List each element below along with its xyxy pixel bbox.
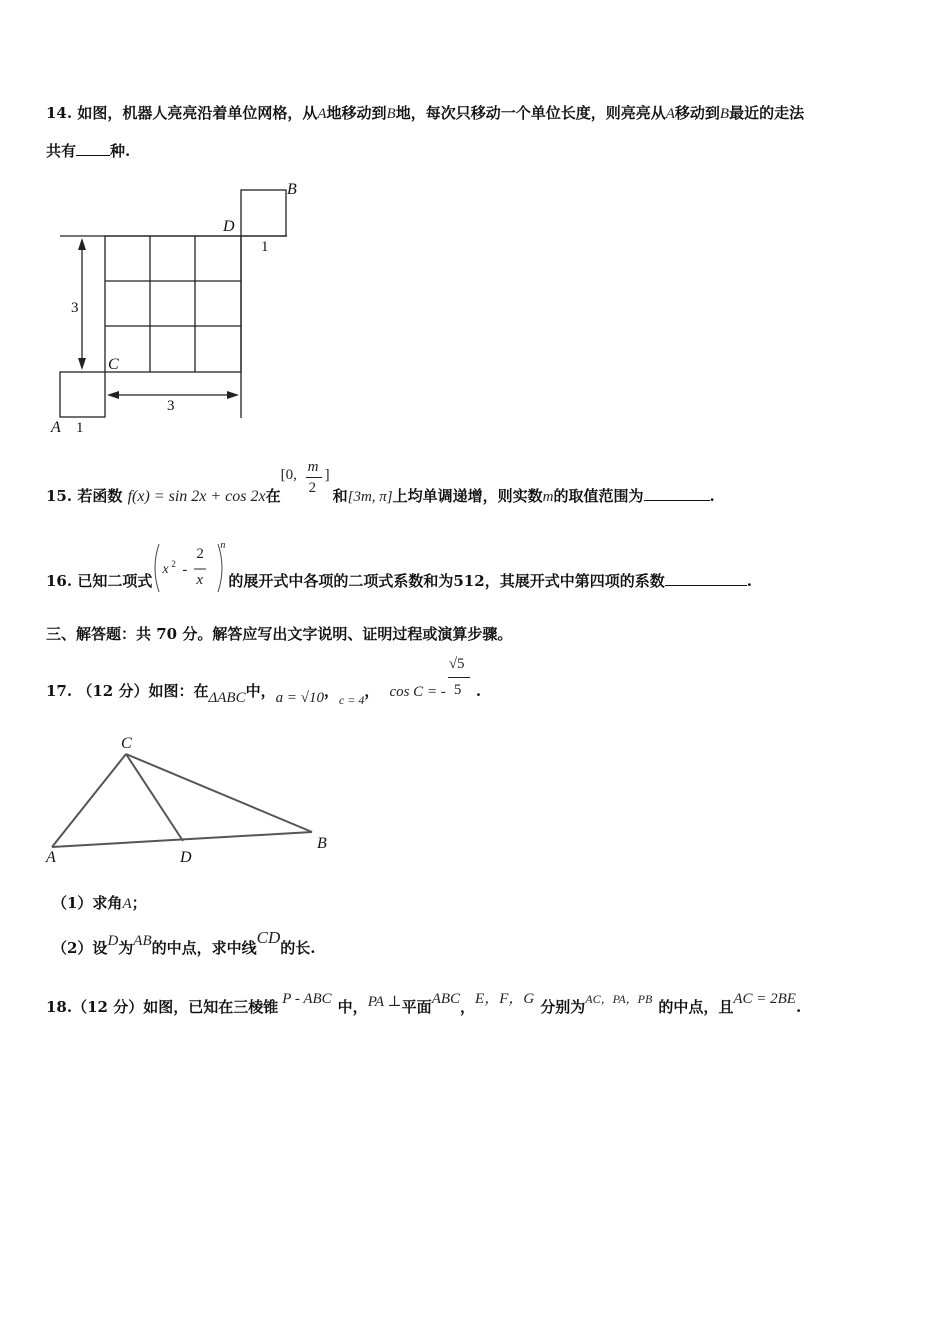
q18-efg: E，F，G: [475, 991, 535, 1007]
q18-end: .: [795, 998, 802, 1016]
q15-interval-1: [280, 459, 333, 501]
q17-part1-var: A: [122, 896, 132, 912]
q17-cos-label: cos C = -: [389, 684, 446, 700]
q18-pyramid: P - ABC: [282, 991, 332, 1007]
q16-number: 16.: [46, 572, 73, 590]
q14-line2-end: 种.: [110, 142, 131, 160]
q16-x: x: [162, 562, 169, 577]
q17-part2-end: 的长.: [280, 939, 316, 957]
q17-cond-c: c = 4: [338, 693, 365, 707]
q16-exponent-n: n: [220, 540, 226, 551]
q15-text-1: 若函数: [77, 487, 123, 505]
q18-zhong: 中，: [337, 998, 368, 1016]
q17-line: [46, 656, 482, 707]
q15-text-4: 上均单调递增，则实数: [392, 487, 543, 505]
q14-text-5: 最近的走法: [729, 104, 805, 122]
q17-cond-a: a = √10: [275, 690, 324, 706]
q16-binomial-expression: [152, 540, 228, 588]
q18-fenbie: 分别为: [540, 998, 586, 1016]
q16-answer-blank: [665, 571, 747, 586]
section3-heading: 三、解答题：共 70 分。解答应写出文字说明、证明过程或演算步骤。: [46, 625, 513, 643]
q15-line: [46, 459, 715, 507]
q15-answer-blank: [644, 486, 710, 501]
q17-label-a: A: [46, 849, 56, 866]
q18-perp: PA ⊥: [367, 994, 402, 1010]
q14-text-1: 如图，机器人亮亮沿着单位网格，从: [77, 104, 318, 122]
q18-zhongdian: 的中点，且: [658, 998, 734, 1016]
q18-score: （12 分）如图，已知在三棱锥: [72, 998, 279, 1016]
q14-point-a2: A: [665, 106, 675, 122]
q18-plane: 平面: [401, 998, 432, 1016]
q16-text-3: ，其展开式中第四项的系数: [484, 572, 665, 590]
q15-interval1-num: m: [307, 459, 319, 475]
q16-end: .: [746, 572, 752, 590]
q17-cos-fraction: [446, 656, 476, 698]
q16-text-2: 的展开式中各项的二项式系数和为: [228, 572, 454, 590]
q16-num: 2: [196, 546, 204, 562]
q17-cos-bar: [448, 677, 470, 678]
q14-label-1-bottom: 1: [76, 420, 84, 436]
q17-part2-cd: CD: [256, 928, 281, 947]
q14-answer-blank: [76, 141, 110, 156]
q14-text-4: 移动到: [674, 104, 720, 122]
q17-number: 17.: [46, 682, 73, 700]
q14-point-b2: B: [719, 106, 730, 122]
q17-side-cb: [126, 754, 312, 832]
q15-text-3: 和: [332, 487, 348, 505]
q14-label-a: A: [51, 419, 61, 436]
q16-sup-2: 2: [171, 559, 176, 569]
q17-part2-prefix: （2）设: [52, 939, 108, 957]
q14-label-1-top: 1: [261, 239, 269, 255]
q15-end: .: [709, 487, 715, 505]
q17-end: .: [475, 682, 482, 700]
q14-label-b: B: [287, 181, 297, 198]
q16-den: x: [196, 572, 204, 588]
q17-triangle: ΔABC: [208, 690, 246, 706]
q15-function: f(x) = sin 2x + cos 2x: [127, 488, 266, 505]
q17-part1-end: ；: [131, 894, 147, 912]
q17-side-ac: [52, 754, 126, 847]
q16-line: [46, 540, 752, 591]
q18-plane-abc: ABC: [431, 991, 461, 1007]
q17-label-b: B: [317, 835, 327, 852]
q17-triangle-figure: [40, 728, 340, 868]
q17-zhong: 中，: [245, 682, 276, 700]
q17-part1-prefix: （1）求角: [52, 894, 123, 912]
q16-minus: -: [182, 562, 188, 578]
q15-text-5: 的取值范围为: [553, 487, 644, 505]
q17-label-d: D: [180, 849, 192, 866]
q15-interval-2: [3m, π]: [347, 489, 393, 505]
q17-part2: [52, 928, 316, 959]
q15-interval1-right: ]: [324, 467, 330, 483]
q15-interval1-den: 2: [308, 480, 317, 496]
q17-label-c: C: [121, 735, 132, 752]
q17-comma1: ，: [323, 682, 339, 700]
q14-line2: [46, 141, 130, 161]
q14-text-2: 地移动到: [326, 104, 387, 122]
q17-part2-ab: AB: [133, 933, 152, 949]
q18-relation: AC = 2BE: [733, 991, 796, 1007]
q14-label-d: D: [223, 218, 235, 235]
q14-label-c: C: [108, 356, 119, 373]
q14-square-db: [241, 190, 286, 236]
q18-line: [46, 991, 802, 1018]
q17-cos-num: √5: [448, 656, 465, 672]
q17-part2-mid: 的中点，求中线: [151, 939, 257, 957]
q14-number: 14.: [46, 104, 73, 122]
q17-cos-den: 5: [453, 682, 462, 698]
q14-grid-figure: [45, 178, 315, 438]
q14-label-3-left: 3: [71, 300, 79, 316]
q18-comma: ，: [460, 998, 476, 1016]
q14-text-3: 地，每次只移动一个单位长度，则亮亮从: [395, 104, 666, 122]
q14-point-b: B: [386, 106, 396, 122]
q16-value: 512: [453, 572, 485, 590]
q15-text-2: 在: [265, 487, 281, 505]
q14-point-a: A: [317, 106, 327, 122]
q15-var-m: m: [542, 489, 554, 505]
q18-segments: AC，PA，PB: [585, 992, 653, 1006]
q18-number: 18.: [46, 998, 73, 1016]
q14-label-3-bottom: 3: [167, 398, 175, 414]
q17-part2-d: D: [107, 933, 119, 949]
q17-part1: [52, 893, 147, 914]
q14-line2-start: 共有: [46, 142, 77, 160]
q14-square-ac: [60, 372, 105, 417]
q16-text-1: 已知二项式: [77, 572, 153, 590]
q17-median-cd: [126, 754, 183, 841]
q15-interval1-left: [0,: [280, 467, 297, 483]
q17-part2-wei: 为: [118, 939, 134, 957]
q17-score: （12 分）如图：在: [77, 682, 209, 700]
q17-comma2: ，: [364, 682, 380, 700]
q14-line1: [46, 103, 804, 124]
q14-grid-outline: [105, 236, 241, 372]
q15-number: 15.: [46, 487, 73, 505]
